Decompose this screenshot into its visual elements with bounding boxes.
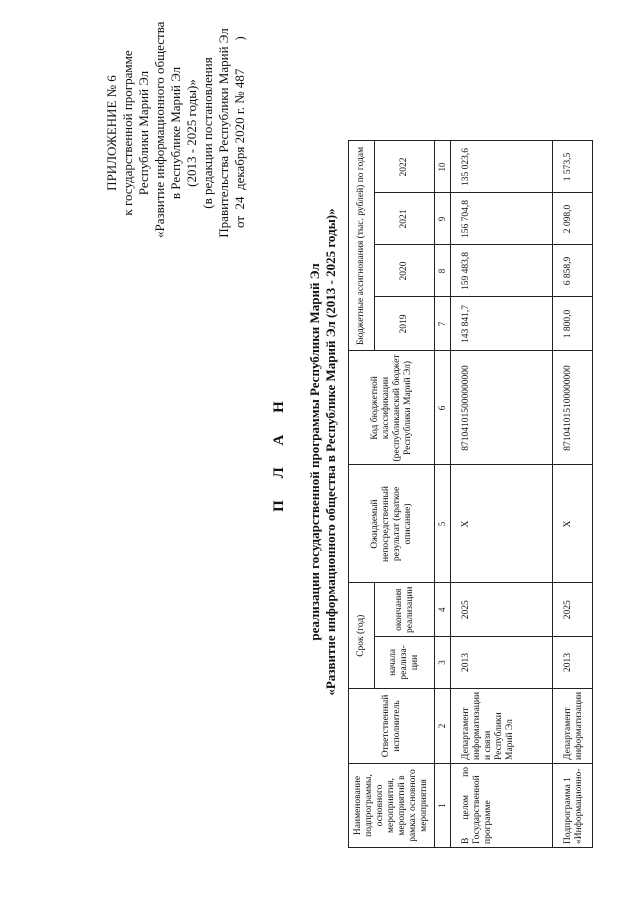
row-name: В целом по Государственной программе: [451, 764, 553, 848]
row-amount: 159 483,8: [451, 245, 553, 297]
column-number: 3: [435, 636, 451, 688]
header-year: 2019: [375, 297, 435, 351]
row-end: 2025: [553, 583, 593, 636]
header-term-end: окончания реализации: [375, 583, 435, 636]
annex-line: (в редакции постановления: [200, 57, 215, 209]
column-number-row: [435, 141, 451, 848]
decree-suffix: ): [232, 36, 247, 41]
row-amount: 6 858,9: [553, 245, 593, 297]
header-term: Срок (год): [349, 583, 375, 688]
row-result: Х: [451, 465, 553, 583]
annex-line: Республики Марий Эл: [136, 70, 151, 196]
row-name: Подпрограмма 1 «Информационно-: [553, 764, 593, 848]
row-amount: 135 023,6: [451, 141, 553, 193]
header-year: 2020: [375, 245, 435, 297]
annex-decree-line: [232, 28, 248, 238]
column-number: 1: [435, 764, 451, 848]
row-amount: 1 573,5: [553, 141, 593, 193]
annex-line: ПРИЛОЖЕНИЕ № 6: [104, 75, 119, 191]
decree-date-prefix: от: [232, 215, 247, 228]
row-amount: 1 800,0: [553, 297, 593, 351]
annex-line: к государственной программе: [120, 50, 135, 216]
row-end: 2025: [451, 583, 553, 636]
header-year: 2021: [375, 193, 435, 245]
decree-day: 24: [232, 196, 247, 210]
column-number: 8: [435, 245, 451, 297]
header-name: Наименование подпрограммы, основного мероприятия, мероприятий в рамках основного мероприятия: [349, 764, 435, 848]
header-result: Ожидаемый непосредственный результат (краткое описание): [349, 465, 435, 583]
row-start: 2013: [451, 636, 553, 688]
plan-heading: П Л А Н: [271, 392, 287, 512]
plan-subtitle: реализации государственной программы Республики Марий Эл: [307, 263, 322, 641]
column-number: 4: [435, 583, 451, 636]
header-row: [349, 141, 375, 848]
header-term-start: начала реализа-ции: [375, 636, 435, 688]
header-allocations: Бюджетные ассигнования (тыс. рублей) по годам: [349, 141, 375, 351]
table-row: [553, 141, 593, 848]
table-row: [451, 141, 553, 848]
annex-line: Правительства Республики Марий Эл: [216, 28, 231, 238]
header-budget-code: Код бюджетной классификации (республиканский бюджет Республики Марий Эл): [349, 351, 435, 465]
annex-line: «Развитие информационного общества: [152, 21, 167, 238]
row-start: 2013: [553, 636, 593, 688]
plan-table: [348, 141, 593, 849]
row-code: 871041015000000000: [451, 351, 553, 465]
row-executor: Департамент информатизации и связи Республики Марий Эл: [451, 688, 553, 763]
decree-month-year: декабря 2020 г. №: [232, 91, 247, 190]
column-number: 10: [435, 141, 451, 193]
header-executor: Ответственный исполнитель: [349, 688, 435, 763]
annex-block: [104, 21, 248, 238]
column-number: 5: [435, 465, 451, 583]
column-number: 6: [435, 351, 451, 465]
column-number: 2: [435, 688, 451, 763]
row-amount: 2 098,0: [553, 193, 593, 245]
row-result: Х: [553, 465, 593, 583]
plan-program-name: «Развитие информационного общества в Республике Марий Эл (2013 - 2025 годы)»: [323, 208, 338, 696]
column-number: 7: [435, 297, 451, 351]
annex-line: (2013 - 2025 годы)»: [184, 79, 199, 187]
row-code: 871041015100000000: [553, 351, 593, 465]
decree-number: 487: [232, 68, 247, 89]
column-number: 9: [435, 193, 451, 245]
row-amount: 156 704,8: [451, 193, 553, 245]
row-executor: Департамент информатизации: [553, 688, 593, 763]
annex-line: в Республике Марий Эл: [168, 66, 183, 200]
row-amount: 143 841,7: [451, 297, 553, 351]
header-year: 2022: [375, 141, 435, 193]
